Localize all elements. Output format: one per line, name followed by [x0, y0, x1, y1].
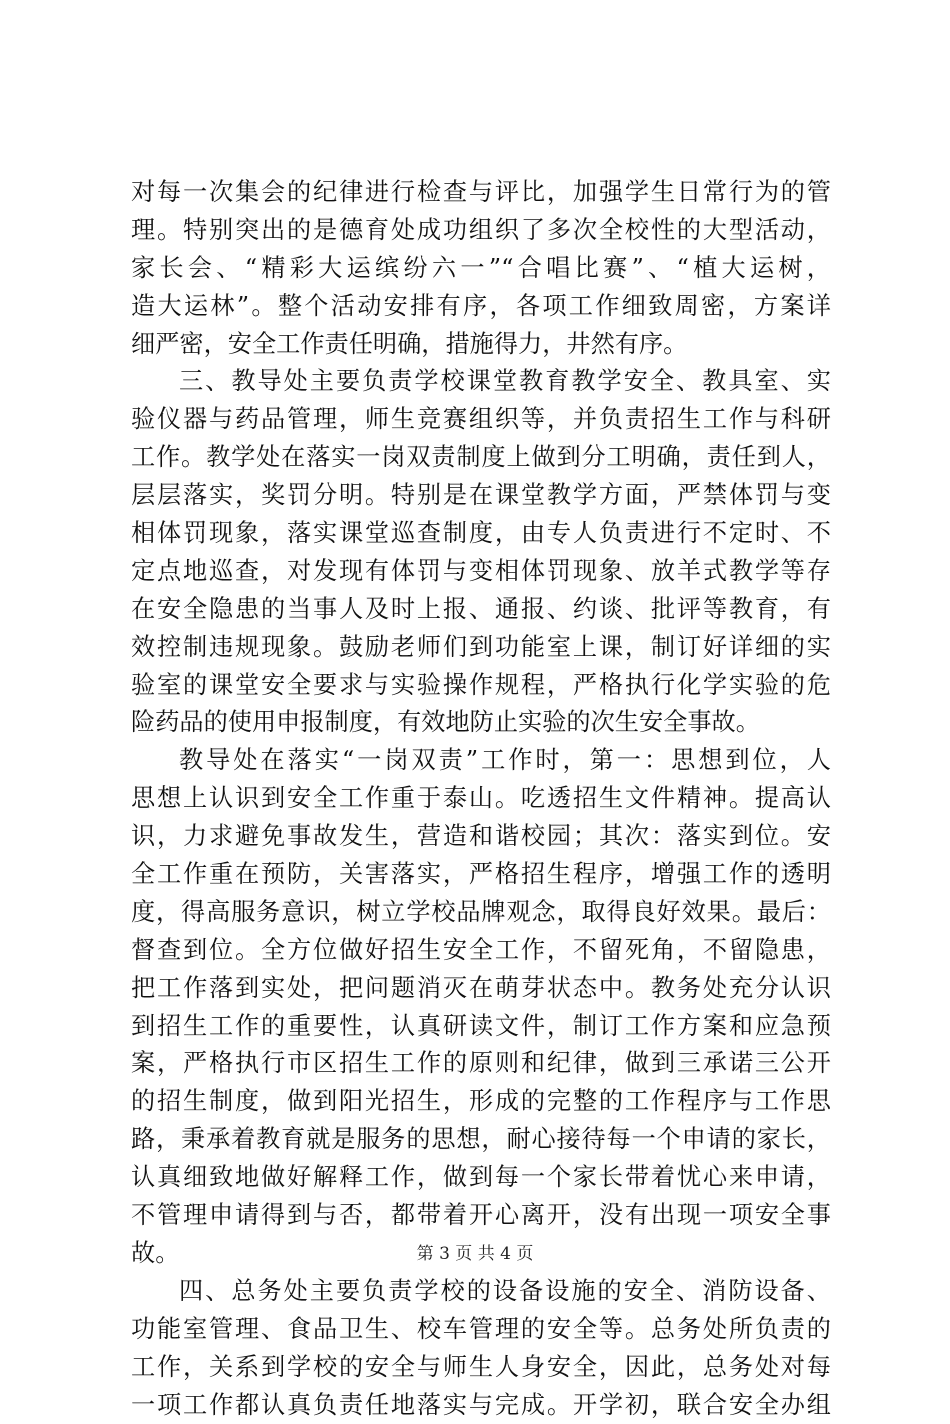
text-line: 三、教导处主要负责学校课堂教育教学安全、教具室、实: [131, 363, 831, 401]
text-line: 全工作重在预防，关害落实，严格招生程序，增强工作的透明: [131, 856, 831, 894]
text-line: 识，力求避免事故发生，营造和谐校园；其次：落实到位。安: [131, 818, 831, 856]
text-line: 验室的课堂安全要求与实验操作规程，严格执行化学实验的危: [131, 667, 831, 705]
text-line: 家长会、“精彩大运缤纷六一”“合唱比赛”、“植大运树，: [131, 250, 831, 288]
page-footer: 第 3 页 共 4 页: [0, 1242, 950, 1266]
text-line: 教导处在落实“一岗双责”工作时，第一：思想到位，人: [131, 742, 831, 780]
text-line: 一项工作都认真负责任地落实与完成。开学初，联合安全办组: [131, 1387, 831, 1424]
text-line: 造大运林”。整个活动安排有序，各项工作细致周密，方案详: [131, 288, 831, 326]
document-body: [131, 174, 831, 1424]
text-line: 效控制违规现象。鼓励老师们到功能室上课，制订好详细的实: [131, 629, 831, 667]
text-line: 四、总务处主要负责学校的设备设施的安全、消防设备、: [131, 1273, 831, 1311]
text-line: 的招生制度，做到阳光招生，形成的完整的工作程序与工作思: [131, 1083, 831, 1121]
paragraph: [131, 363, 831, 742]
text-line: 路，秉承着教育就是服务的思想，耐心接待每一个申请的家长，: [131, 1121, 831, 1159]
text-line: 理。特别突出的是德育处成功组织了多次全校性的大型活动，: [131, 212, 831, 250]
text-line: 督查到位。全方位做好招生安全工作，不留死角，不留隐患，: [131, 932, 831, 970]
text-line: 相体罚现象，落实课堂巡查制度，由专人负责进行不定时、不: [131, 515, 831, 553]
text-line: 不管理申请得到与否，都带着开心离开，没有出现一项安全事: [131, 1197, 831, 1235]
paragraph: [131, 1273, 831, 1424]
text-line: 把工作落到实处，把问题消灭在萌芽状态中。教务处充分认识: [131, 970, 831, 1008]
text-line: 细严密，安全工作责任明确，措施得力，井然有序。: [131, 326, 831, 364]
text-line: 故。: [131, 1235, 831, 1273]
text-line: 层层落实，奖罚分明。特别是在课堂教学方面，严禁体罚与变: [131, 477, 831, 515]
text-line: 案，严格执行市区招生工作的原则和纪律，做到三承诺三公开: [131, 1045, 831, 1083]
text-line: 对每一次集会的纪律进行检查与评比，加强学生日常行为的管: [131, 174, 831, 212]
text-line: 思想上认识到安全工作重于泰山。吃透招生文件精神。提高认: [131, 780, 831, 818]
text-line: 定点地巡查，对发现有体罚与变相体罚现象、放羊式教学等存: [131, 553, 831, 591]
text-line: 工作。教学处在落实一岗双责制度上做到分工明确，责任到人，: [131, 439, 831, 477]
text-line: 度，得高服务意识，树立学校品牌观念，取得良好效果。最后：: [131, 894, 831, 932]
text-line: 到招生工作的重要性，认真研读文件，制订工作方案和应急预: [131, 1008, 831, 1046]
text-line: 验仪器与药品管理，师生竞赛组织等，并负责招生工作与科研: [131, 401, 831, 439]
text-line: 功能室管理、食品卫生、校车管理的安全等。总务处所负责的: [131, 1311, 831, 1349]
text-line: 险药品的使用申报制度，有效地防止实验的次生安全事故。: [131, 704, 831, 742]
text-line: 工作，关系到学校的安全与师生人身安全，因此，总务处对每: [131, 1349, 831, 1387]
paragraph: [131, 174, 831, 363]
text-line: 在安全隐患的当事人及时上报、通报、约谈、批评等教育，有: [131, 591, 831, 629]
paragraph: [131, 742, 831, 1272]
text-line: 认真细致地做好解释工作，做到每一个家长带着忧心来申请，: [131, 1159, 831, 1197]
